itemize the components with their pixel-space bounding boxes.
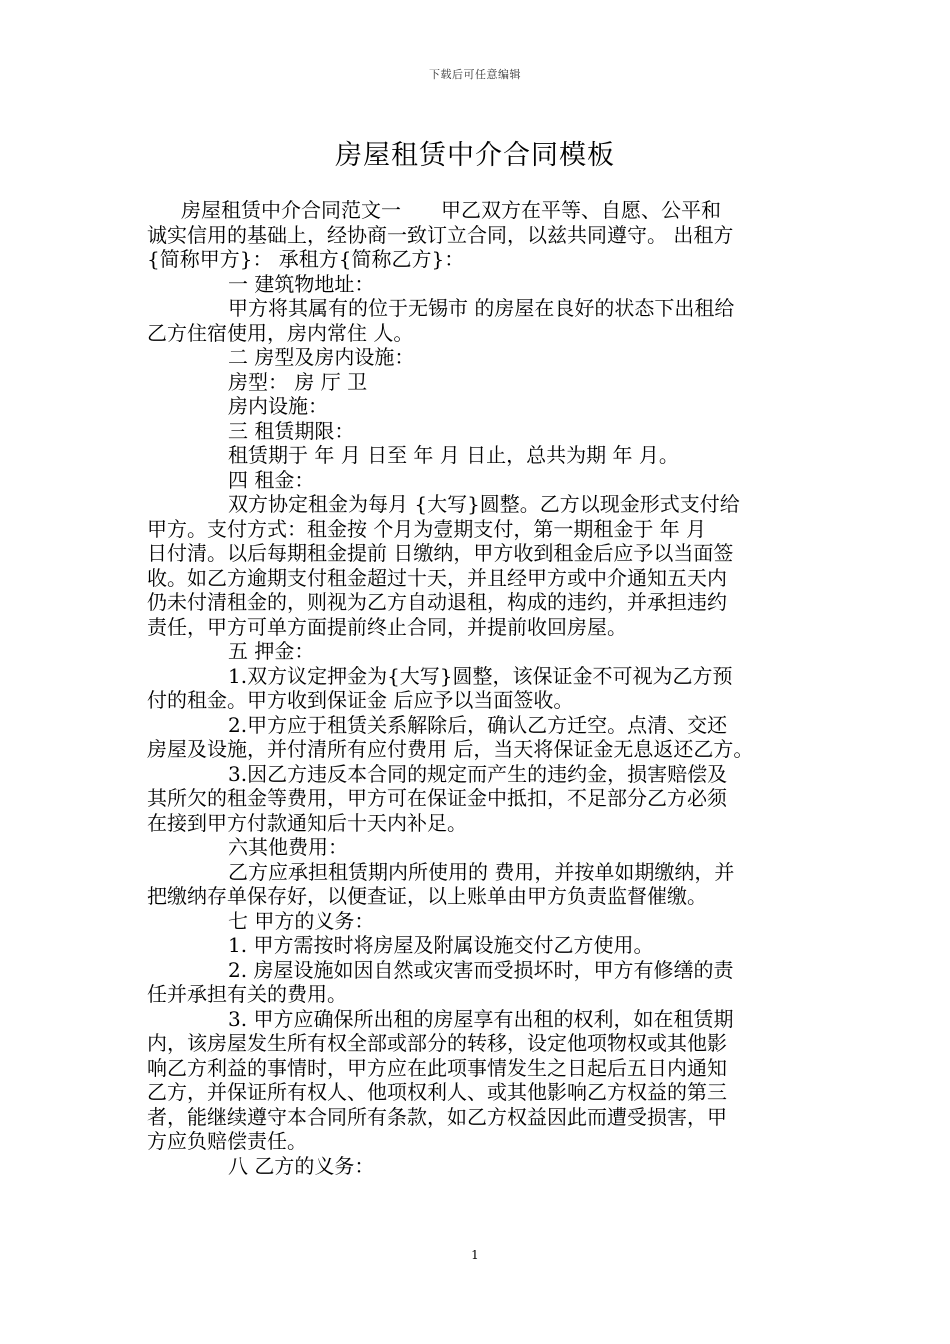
body-line: 乙方住宿使用，房内常住 人。	[147, 320, 414, 345]
body-line: 双方协定租金为每月 {大写}圆整。乙方以现金形式支付给	[228, 492, 740, 516]
section-heading: 五 押金：	[228, 639, 315, 663]
body-line: 租赁期于 年 月 日至 年 月 日止，总共为期 年 月。	[228, 443, 679, 467]
body-line: 其所欠的租金等费用，甲方可在保证金中抵扣，不足部分乙方必须	[147, 786, 727, 810]
body-line: {简称甲方}： 承租方{简称乙方}：	[147, 247, 465, 271]
body-line: 2.甲方应于租赁关系解除后，确认乙方迁空。点清、交还	[228, 712, 728, 737]
body-line: 房型： 房 厅 卫	[228, 369, 368, 394]
document-body	[147, 198, 807, 1178]
body-line: 仍未付清租金的，则视为乙方自动退租，构成的违约，并承担违约	[147, 590, 727, 614]
body-line: 在接到甲方付款通知后十天内补足。	[147, 810, 467, 835]
body-line: 收。如乙方逾期支付租金超过十天，并且经甲方或中介通知五天内	[147, 565, 727, 590]
body-line: 付的租金。甲方收到保证金 后应予以当面签收。	[147, 688, 574, 712]
section-heading: 六其他费用：	[228, 835, 348, 859]
body-line: 1.双方议定押金为{大写}圆整，该保证金不可视为乙方预	[228, 663, 733, 688]
body-line: 2. 房屋设施如因自然或灾害而受损坏时，甲方有修缮的责	[228, 957, 734, 982]
body-line: 1. 甲方需按时将房屋及附属设施交付乙方使用。	[228, 933, 654, 957]
body-line: 3. 甲方应确保所出租的房屋享有出租的权利，如在租赁期	[228, 1006, 734, 1031]
document-title: 房屋租赁中介合同模板	[335, 140, 615, 171]
body-line: 房屋及设施，并付清所有应付费用 后，当天将保证金无息返还乙方。	[147, 737, 754, 761]
section-heading: 四 租金：	[228, 467, 315, 492]
section-heading: 一 建筑物地址：	[228, 271, 375, 296]
body-line: 房屋租赁中介合同范文一 甲乙双方在平等、自愿、公平和	[181, 198, 721, 222]
body-line: 方应负赔偿责任。	[147, 1129, 307, 1153]
body-line: 乙方，并保证所有权人、他项权利人、或其他影响乙方权益的第三	[147, 1080, 727, 1104]
section-heading: 八 乙方的义务：	[228, 1153, 375, 1178]
body-line: 者，能继续遵守本合同所有条款，如乙方权益因此而遭受损害，甲	[147, 1104, 727, 1129]
section-heading: 二 房型及房内设施：	[228, 345, 415, 369]
body-line: 房内设施：	[228, 394, 328, 418]
body-line: 乙方应承担租赁期内所使用的 费用，并按单如期缴纳，并	[228, 859, 735, 884]
body-line: 把缴纳存单保存好，以便查证，以上账单由甲方负责监督催缴。	[147, 884, 707, 908]
body-line: 内，该房屋发生所有权全部或部分的转移，设定他项物权或其他影	[147, 1031, 727, 1055]
body-line: 日付清。以后每期租金提前 日缴纳，甲方收到租金后应予以当面签	[147, 541, 734, 565]
page-number: 1	[471, 1248, 479, 1262]
body-line: 3.因乙方违反本合同的规定而产生的违约金，损害赔偿及	[228, 761, 728, 786]
section-heading: 三 租赁期限：	[228, 418, 355, 443]
body-line: 任并承担有关的费用。	[147, 982, 347, 1006]
body-line: 责任，甲方可单方面提前终止合同，并提前收回房屋。	[147, 614, 627, 639]
body-line: 甲方将其属有的位于无锡市 的房屋在良好的状态下出租给	[228, 296, 735, 320]
body-line: 甲方。支付方式：租金按 个月为壹期支付，第一期租金于 年 月	[147, 516, 707, 541]
body-line: 诚实信用的基础上，经协商一致订立合同，以兹共同遵守。 出租方	[147, 222, 734, 247]
body-line: 响乙方利益的事情时，甲方应在此项事情发生之日起后五日内通知	[147, 1055, 727, 1080]
section-heading: 七 甲方的义务：	[228, 908, 375, 933]
page-header-note: 下载后可任意编辑	[429, 68, 521, 81]
